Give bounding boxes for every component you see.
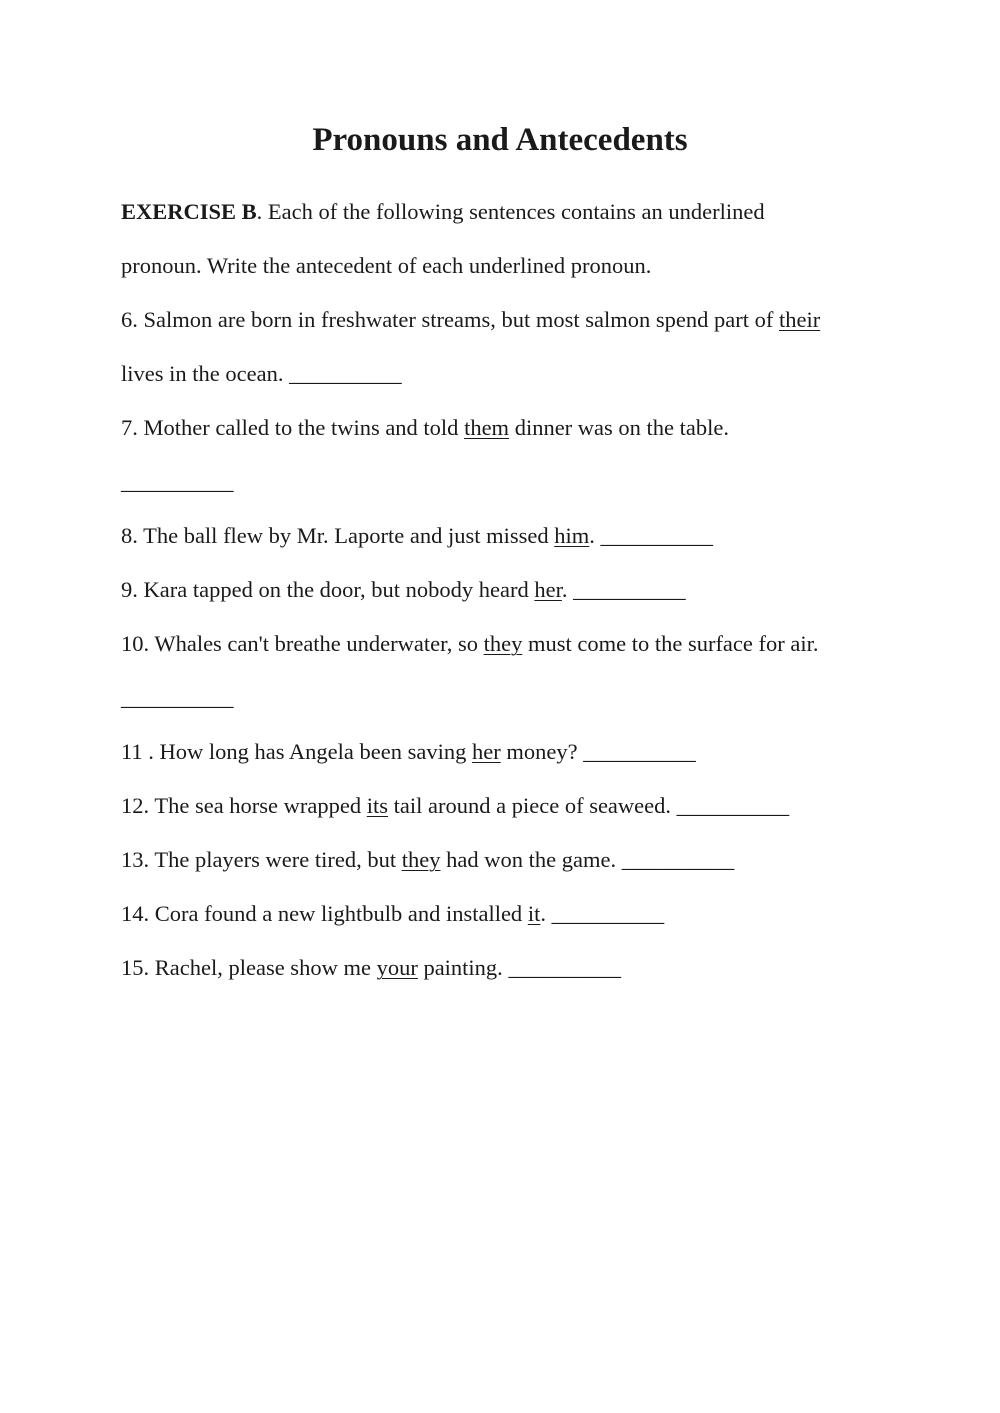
- question-7-pronoun: them: [464, 415, 510, 440]
- question-9-line: [121, 575, 686, 605]
- question-14-pronoun: it: [527, 901, 541, 926]
- question-6-answer-blank[interactable]: __________: [289, 361, 402, 386]
- question-8-pronoun: him: [554, 523, 590, 548]
- question-13-answer-blank[interactable]: __________: [621, 847, 735, 872]
- question-8-text-end: .: [589, 523, 601, 548]
- question-6-line-2: [121, 359, 402, 389]
- question-14-line: [121, 899, 664, 929]
- instructions-line-1: [121, 197, 765, 227]
- question-7-answer-blank[interactable]: __________: [121, 469, 234, 494]
- question-8-answer-blank[interactable]: __________: [600, 523, 714, 548]
- question-8-text: 8. The ball flew by Mr. Laporte and just missed: [121, 523, 555, 548]
- question-12-text: 12. The sea horse wrapped: [121, 793, 367, 818]
- question-11-line: [121, 737, 696, 767]
- question-9-pronoun: her: [534, 577, 562, 602]
- question-13-line: [121, 845, 734, 875]
- question-11-text-end: money?: [500, 739, 584, 764]
- question-12-pronoun: its: [366, 793, 389, 818]
- question-10-pronoun: they: [483, 631, 523, 656]
- question-11-answer-blank[interactable]: __________: [583, 739, 696, 764]
- question-9-answer-blank[interactable]: __________: [573, 577, 686, 602]
- question-9-text: 9. Kara tapped on the door, but nobody heard: [121, 577, 535, 602]
- question-13-text: 13. The players were tired, but: [121, 847, 402, 872]
- question-14-text-end: .: [540, 901, 552, 926]
- question-13-text-end: had won the game.: [440, 847, 622, 872]
- question-15-text: 15. Rachel, please show me: [121, 955, 377, 980]
- question-12-line: [121, 791, 789, 821]
- instructions-text-1: . Each of the following sentences contains an underlined: [256, 199, 765, 224]
- question-11-pronoun: her: [471, 739, 501, 764]
- question-10-line: [121, 629, 819, 659]
- page-title: Pronouns and Antecedents: [312, 122, 688, 158]
- question-6-pronoun: their: [778, 307, 821, 332]
- question-15-pronoun: your: [376, 955, 418, 980]
- question-10-text: 10. Whales can't breathe underwater, so: [121, 631, 484, 656]
- question-15-text-end: painting.: [417, 955, 509, 980]
- question-7-text: 7. Mother called to the twins and told: [121, 415, 465, 440]
- question-6-line-1: [121, 305, 820, 335]
- question-13-pronoun: they: [401, 847, 441, 872]
- question-7-line: [121, 413, 729, 443]
- question-12-answer-blank[interactable]: __________: [676, 793, 790, 818]
- question-10-text-end: must come to the surface for air.: [522, 631, 819, 656]
- question-14-text: 14. Cora found a new lightbulb and installed: [121, 901, 528, 926]
- instructions-line-2: pronoun. Write the antecedent of each underlined pronoun.: [121, 253, 652, 278]
- question-8-line: [121, 521, 713, 551]
- question-15-line: [121, 953, 621, 983]
- question-10-answer-blank[interactable]: __________: [121, 685, 234, 710]
- question-11-text: 11 . How long has Angela been saving: [121, 739, 472, 764]
- question-14-answer-blank[interactable]: __________: [551, 901, 665, 926]
- question-9-text-end: .: [561, 577, 574, 602]
- question-12-text-end: tail around a piece of seaweed.: [388, 793, 677, 818]
- question-6-text-2: lives in the ocean.: [121, 361, 290, 386]
- question-15-answer-blank[interactable]: __________: [508, 955, 621, 980]
- question-7-text-end: dinner was on the table.: [509, 415, 729, 440]
- question-6-text: 6. Salmon are born in freshwater streams, but most salmon spend part of: [121, 307, 779, 332]
- exercise-label: EXERCISE B: [121, 199, 257, 224]
